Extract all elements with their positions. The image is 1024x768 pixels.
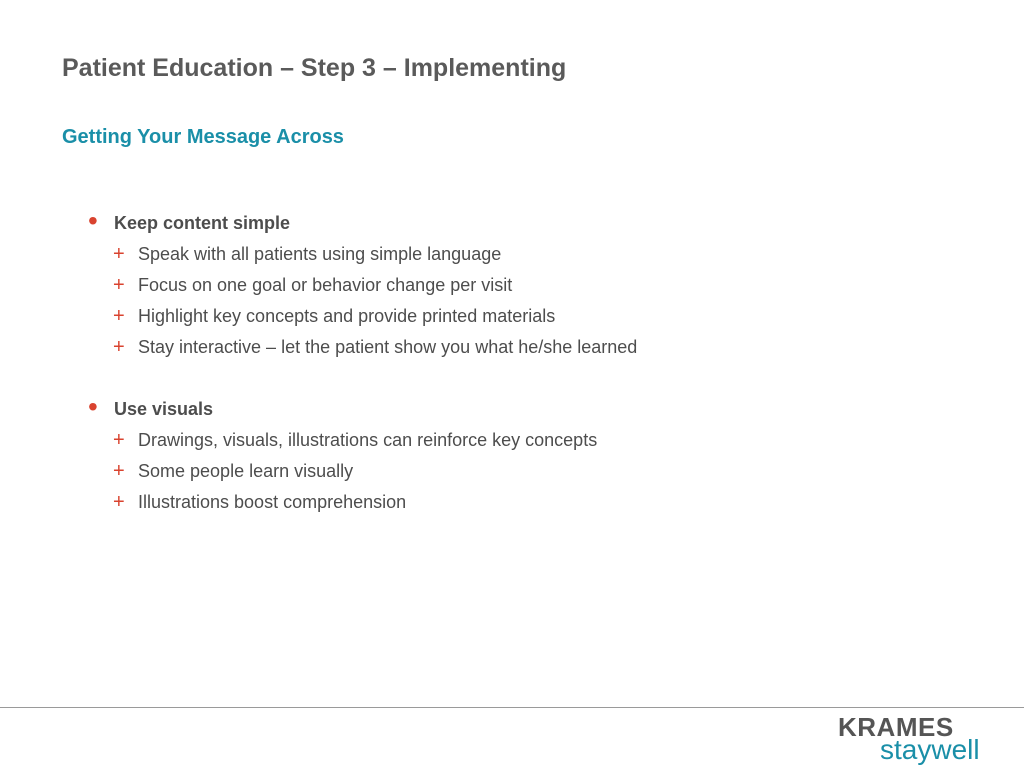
section-keep-content-simple [88, 205, 968, 363]
plus-icon: + [113, 460, 125, 482]
list-item [88, 487, 968, 518]
section-use-visuals [88, 391, 968, 518]
bullet-dot-icon: • [88, 205, 98, 236]
slide-title: Patient Education – Step 3 – Implementing [62, 54, 567, 82]
plus-icon: + [113, 429, 125, 451]
krames-staywell-logo [838, 712, 978, 768]
bullet-content [88, 205, 968, 549]
list-item-text: Drawings, visuals, illustrations can reinforce key concepts [138, 430, 598, 450]
sub-bullet-list [88, 239, 968, 363]
sub-bullet-list [88, 425, 968, 518]
list-item-text: Stay interactive – let the patient show you what he/she learned [138, 337, 638, 357]
section-heading: Use visuals [114, 399, 214, 419]
plus-icon: + [113, 491, 125, 513]
list-item-text: Illustrations boost comprehension [138, 492, 407, 512]
slide-subtitle: Getting Your Message Across [62, 126, 344, 148]
list-item [88, 456, 968, 487]
list-item [88, 239, 968, 270]
list-item-text: Some people learn visually [138, 461, 354, 481]
list-item-text: Focus on one goal or behavior change per visit [138, 275, 513, 295]
list-item [88, 332, 968, 363]
footer-divider [0, 707, 1024, 708]
plus-icon: + [113, 305, 125, 327]
list-item-text: Highlight key concepts and provide printed materials [138, 306, 556, 326]
section-heading-row [88, 391, 968, 425]
section-heading: Keep content simple [114, 213, 291, 233]
list-item [88, 425, 968, 456]
list-item [88, 270, 968, 301]
list-item [88, 301, 968, 332]
list-item-text: Speak with all patients using simple language [138, 244, 502, 264]
plus-icon: + [113, 336, 125, 358]
logo-wordmark-staywell: staywell [880, 734, 980, 765]
plus-icon: + [113, 274, 125, 296]
bullet-dot-icon: • [88, 391, 98, 422]
plus-icon: + [113, 243, 125, 265]
section-heading-row [88, 205, 968, 239]
logo-wordmark-krames: KRAMES [838, 712, 954, 742]
